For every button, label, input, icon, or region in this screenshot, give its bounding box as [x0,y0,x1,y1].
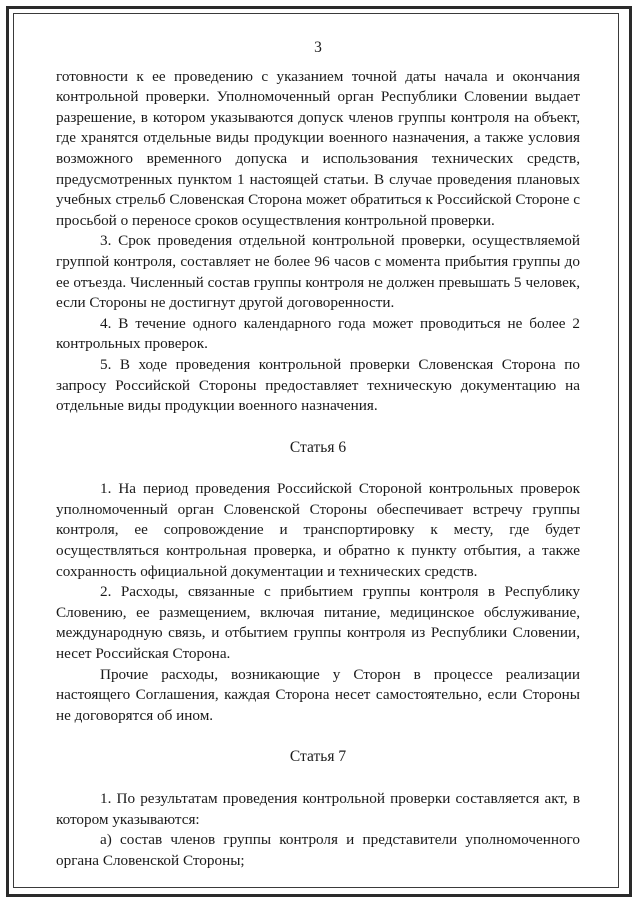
article-7-paragraph-1: 1. По результатам проведения контрольной проверки составляется акт, в котором указываются: [56,790,580,828]
document-page [56,38,580,871]
paragraph-item-3: 3. Срок проведения отдельной контрольной проверки, осуществляемой группой контроля, составляет не более 96 часов с момента прибытия группы до ее отъезда. Численный состав группы контроля не должен превышать 5 человек, если Стороны не достигнут другой договоренности. [56,232,580,312]
article-6-paragraph-3: Прочие расходы, возникающие у Сторон в процессе реализации настоящего Соглашения, каждая Сторона несет самостоятельно, если Стороны не договорятся об ином. [56,665,580,724]
paragraph-item-4: 4. В течение одного календарного года может проводиться не более 2 контрольных проверок. [56,314,580,353]
paragraph-item-5: 5. В ходе проведения контрольной проверки Словенская Сторона по запросу Российской Стороны предоставляет техническую документацию на отдельные виды продукции военного назначения. [56,355,580,415]
article-6-heading: Статья 6 [289,438,347,456]
article-6-paragraph-2: 2. Расходы, связанные с прибытием группы контроля в Республику Словению, ее размещением, включая питание, медицинское обслуживание, международную связь, и отбытием группы контроля из Республики Словении, несет Российская Сторона. [56,583,580,663]
paragraph-continuation: готовности к ее проведению с указанием точной даты начала и окончания контрольной проверки. Уполномоченный орган Республики Словении выдает разрешение, в котором указываются допуск членов группы контроля на объект, где хранятся отдельные виды продукции военного назначения, а также условия возможного временного допуска и использования технических средств, предусмотренных пунктом 1 настоящей статьи. В случае проведения плановых учебных стрельб Словенская Сторона может обратиться к Российской Стороне с просьбой о переносе сроков осуществления контрольной проверки. [56,67,580,229]
article-7-heading: Статья 7 [289,748,347,766]
article-7-item-a: а) состав членов группы контроля и представители уполномоченного органа Словенской Стороны; [56,831,580,869]
article-6-paragraph-1: 1. На период проведения Российской Стороной контрольных проверок уполномоченный орган Словенской Стороны обеспечивает встречу группы контроля, ее сопровождение и транспортировку к месту, где будет осуществляться контрольная проверка, и обратно к пункту отбытия, а также сохранность официальной документации и технических средств. [56,480,580,580]
page-number: 3 [314,39,322,56]
